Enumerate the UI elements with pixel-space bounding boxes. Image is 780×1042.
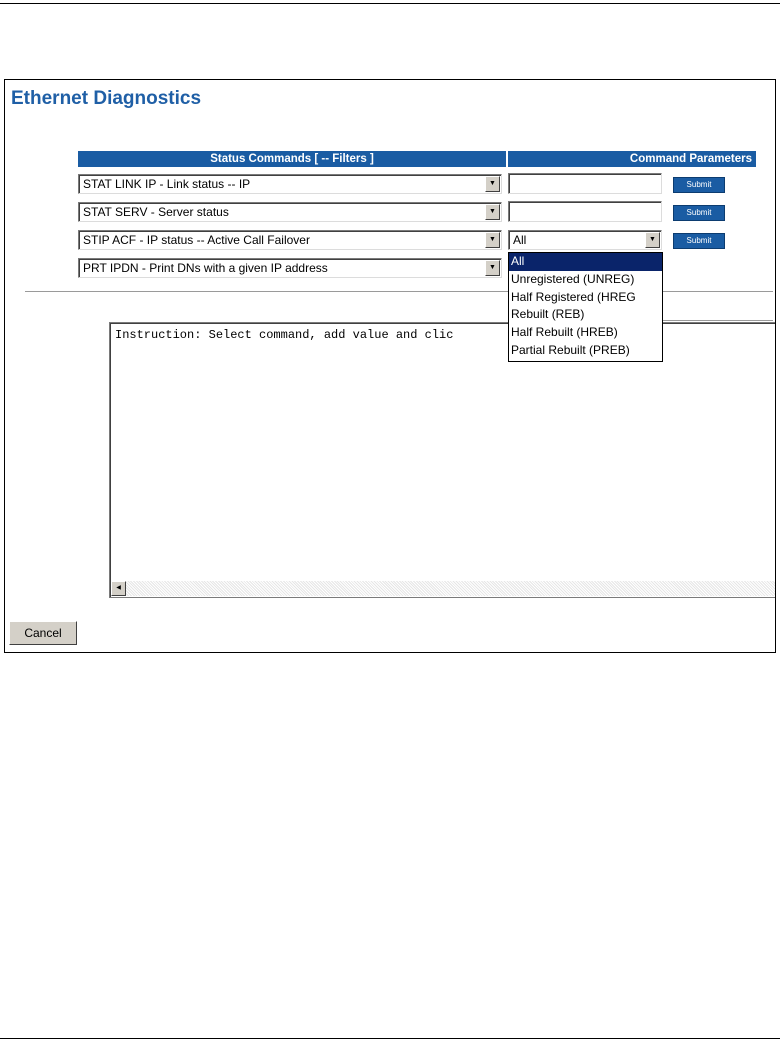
- dropdown-option-unreg[interactable]: Unregistered (UNREG): [511, 271, 635, 286]
- command-select-prt-ipdn[interactable]: [78, 258, 502, 278]
- command-parameters-header: Command Parameters: [508, 151, 756, 167]
- command-output-console[interactable]: [109, 322, 776, 598]
- command-select-stat-serv[interactable]: [78, 202, 502, 222]
- dropdown-option-preb[interactable]: Partial Rebuilt (PREB): [511, 342, 630, 357]
- document-bottom-rule: [0, 1038, 780, 1039]
- document-top-rule: [0, 3, 780, 4]
- dropdown-option-hreb[interactable]: Half Rebuilt (HREB): [511, 325, 618, 340]
- dropdown-arrow-icon[interactable]: ▼: [485, 232, 500, 248]
- status-commands-header: Status Commands [ -- Filters ]: [78, 151, 506, 167]
- param-input-stat-link-ip[interactable]: [508, 173, 662, 194]
- command-select-stat-link-ip[interactable]: [78, 174, 502, 194]
- cancel-button[interactable]: Cancel: [9, 621, 77, 645]
- console-instruction-text: Instruction: Select command, add value and clic: [115, 328, 454, 342]
- submit-button-stat-serv[interactable]: Submit: [673, 205, 725, 221]
- dropdown-arrow-icon[interactable]: ▼: [645, 232, 660, 248]
- page-title: Ethernet Diagnostics: [11, 88, 202, 109]
- console-top-edge: [660, 320, 773, 321]
- dropdown-option-hreg[interactable]: Half Registered (HREG: [511, 289, 636, 304]
- horizontal-scrollbar[interactable]: [111, 581, 776, 596]
- command-select-stip-acf[interactable]: [78, 230, 502, 250]
- command-select-label: STAT LINK IP - Link status -- IP: [83, 177, 251, 191]
- dropdown-arrow-icon[interactable]: ▼: [485, 204, 500, 220]
- ethernet-diagnostics-window: [4, 79, 776, 653]
- param-input-stat-serv[interactable]: [508, 201, 662, 222]
- dropdown-option-all[interactable]: All: [509, 253, 662, 271]
- param-select-stip-acf[interactable]: [508, 230, 662, 250]
- param-select-value: All: [513, 233, 527, 247]
- submit-button-stip-acf[interactable]: Submit: [673, 233, 725, 249]
- dropdown-option-reb[interactable]: Rebuilt (REB): [511, 307, 585, 322]
- submit-button-stat-link-ip[interactable]: Submit: [673, 177, 725, 193]
- dropdown-arrow-icon[interactable]: ▼: [485, 260, 500, 276]
- command-select-label: STAT SERV - Server status: [83, 205, 229, 219]
- dropdown-arrow-icon[interactable]: ▼: [485, 176, 500, 192]
- command-select-label: STIP ACF - IP status -- Active Call Failover: [83, 233, 310, 247]
- scroll-left-arrow-icon[interactable]: ◀: [111, 581, 126, 596]
- command-select-label: PRT IPDN - Print DNs with a given IP address: [83, 261, 328, 275]
- filter-dropdown-list[interactable]: [508, 252, 663, 362]
